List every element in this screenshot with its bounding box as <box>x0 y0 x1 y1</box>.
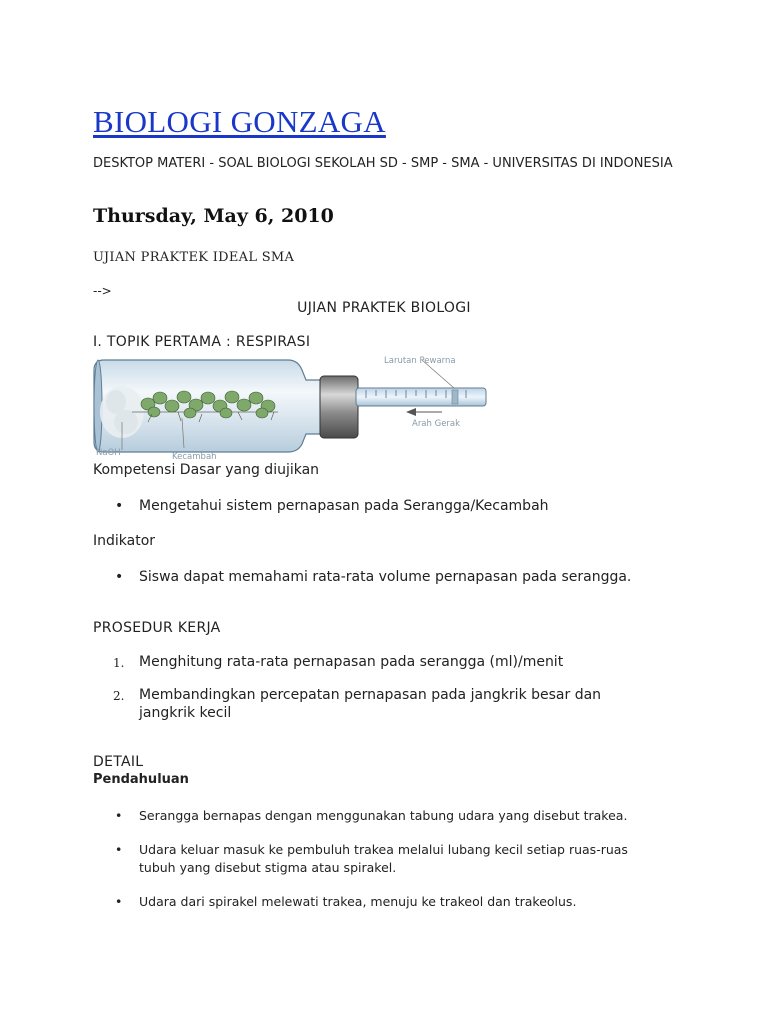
list-item: • Udara keluar masuk ke pembuluh trakea melalui lubang kecil setiap ruas-ruas tubuh yang disebut stigma atau spirakel. <box>93 841 653 877</box>
list-item: • Serangga bernapas dengan menggunakan tabung udara yang disebut trakea. <box>93 807 653 825</box>
intro-list <box>93 807 653 911</box>
dye-drop <box>452 390 458 404</box>
label-dye: Larutan Pewarna <box>384 356 456 366</box>
list-item: • Mengetahui sistem pernapasan pada Serangga/Kecambah <box>93 497 653 515</box>
list-text: Menghitung rata-rata pernapasan pada serangga (ml)/menit <box>139 654 564 670</box>
label-sprout: Kecambah <box>172 452 217 462</box>
procedure-list <box>93 653 653 722</box>
detail-heading: DETAIL <box>93 754 144 770</box>
blog-description: DESKTOP MATERI - SOAL BIOLOGI SEKOLAH SD - SMP - SMA - UNIVERSITAS DI INDONESIA <box>93 156 673 171</box>
list-number: 1. <box>113 656 125 670</box>
topic-heading: I. TOPIK PERTAMA : RESPIRASI <box>93 334 311 350</box>
list-item <box>93 653 653 671</box>
rubber-stopper <box>320 376 358 438</box>
stray-comment-marker: --> <box>93 284 112 298</box>
respirometer-figure <box>92 352 492 464</box>
scale-tube <box>356 388 486 406</box>
label-naoh: NaOH <box>96 448 121 458</box>
list-item: • Udara dari spirakel melewati trakea, menuju ke trakeol dan trakeolus. <box>93 893 653 911</box>
indicator-label: Indikator <box>93 533 156 549</box>
indicator-list <box>93 568 653 586</box>
blog-title-link[interactable]: BIOLOGI GONZAGA <box>93 104 386 139</box>
section-heading: UJIAN PRAKTEK BIOLOGI <box>297 300 471 316</box>
list-item <box>93 686 653 722</box>
list-item: • Siswa dapat memahami rata-rata volume pernapasan pada serangga. <box>93 568 653 586</box>
list-text: Membandingkan percepatan pernapasan pada jangkrik besar dan jangkrik kecil <box>139 687 602 721</box>
intro-heading: Pendahuluan <box>93 772 189 787</box>
post-date: Thursday, May 6, 2010 <box>93 205 334 227</box>
competency-label: Kompetensi Dasar yang diujikan <box>93 462 320 478</box>
post-title: UJIAN PRAKTEK IDEAL SMA <box>93 250 295 265</box>
procedure-heading: PROSEDUR KERJA <box>93 620 221 636</box>
label-direction: Arah Gerak <box>412 419 461 429</box>
competency-list <box>93 497 653 515</box>
list-number: 2. <box>113 689 125 703</box>
